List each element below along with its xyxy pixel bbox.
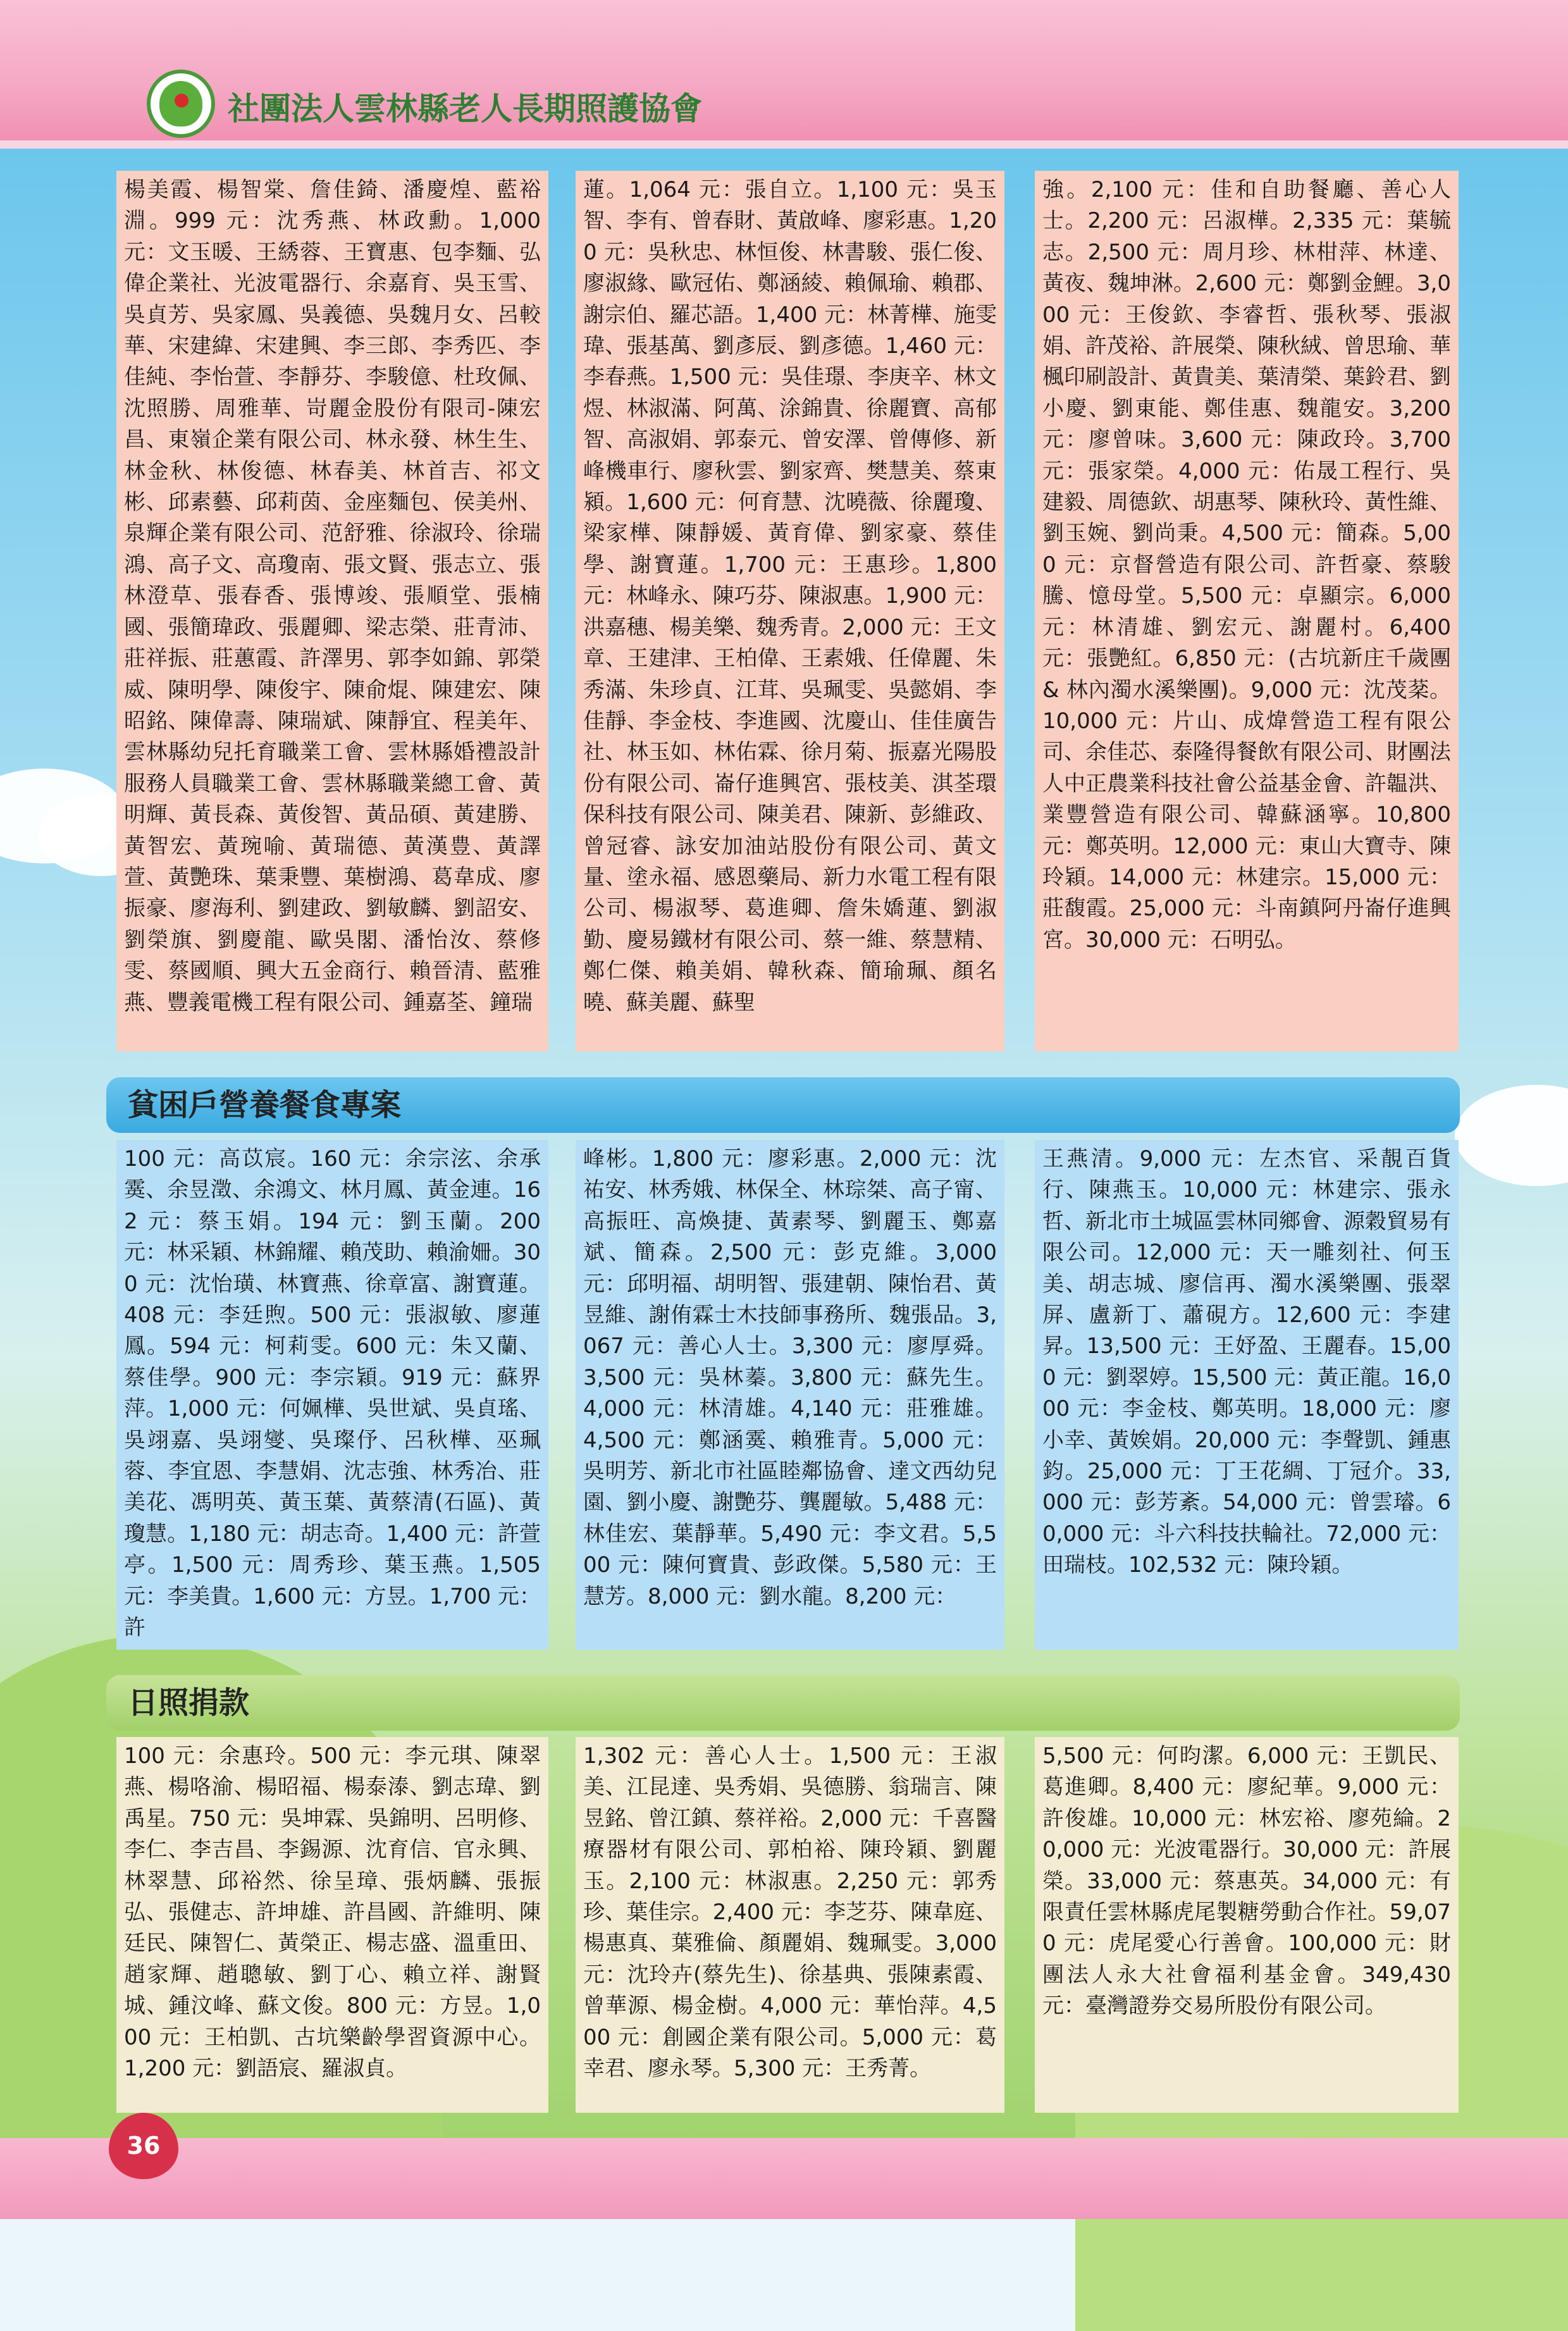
organization-logo-icon [147,70,215,138]
cloud-shape [1455,1085,1568,1186]
donation-column-1: 楊美霞、楊智棠、詹佳錡、潘慶煌、藍裕淵。999 元：沈秀燕、林政勳。1,000 元：文玉暖、王綉蓉、王寶惠、包李麵、弘偉企業社、光波電器行、余嘉育、吳玉雪、吳貞芳、吳家鳳、吳義德、吳魏月女、呂較華、宋建緯、宋建興、李三郎、李秀匹、李佳純、李怡萱、李靜芬、李駿億、杜玫佩、沈照勝、周雅華、岢麗金股份有限司-陳宏昌、東嶺企業有限公司、林永發、林生生、林金秋、林俊德、林春美、林首吉、祁文彬、邱素藝、邱莉茵、金座麵包、侯美州、泉輝企業有限公司、范舒雅、徐淑玲、徐瑞鴻、高子文、高瓊南、張文賢、張志立、張林澄草、張春香、張博竣、張順堂、張楠國、張簡瑋政、張麗卿、梁志榮、莊青沛、莊祥振、莊蕙霞、許澤男、郭李如錦、郭榮威、陳明學、陳俊宇、陳俞焜、陳建宏、陳昭銘、陳偉壽、陳瑞斌、陳靜宜、程美年、雲林縣幼兒托育職業工會、雲林縣婚禮設計服務人員職業工會、雲林縣職業總工會、黃明輝、黃長森、黃俊智、黃品碩、黃建勝、黃智宏、黃琬喻、黃瑞德、黃漢豊、黃譯萱、黃艷珠、葉秉豐、葉樹鴻、葛韋成、廖振豪、廖海利、劉建政、劉敏麟、劉詔安、劉榮旗、劉慶龍、歐吳閣、潘怡汝、蔡修雯、蔡國順、興大五金商行、賴晉清、藍雅燕、豐義電機工程有限公司、鍾嘉荃、鐘瑞 [116,171,548,1051]
logo-seal [175,94,188,108]
section-title-nutrition-meals: 貧困戶營養餐食專案 [106,1077,1460,1133]
donation-column-2: 蓮。1,064 元：張自立。1,100 元：吳玉智、李有、曾春財、黃啟峰、廖彩惠。1,200 元：吳秋忠、林恒俊、林書駿、張仁俊、廖淑緣、歐冠佑、鄭涵綾、賴佩瑜、賴郡、謝宗伯、羅芯語。1,400 元：林菁樺、施雯瑋、張基萬、劉彥辰、劉彥德。1,460 元：李春燕。1,500 元：吳佳璟、李庚辛、林文煜、林淑滿、阿萬、涂錦貴、徐麗寶、高郁智、高淑娟、郭泰元、曾安澤、曾傳修、新峰機車行、廖秋雲、劉家齊、樊慧美、蔡東潁。1,600 元：何育慧、沈曉薇、徐麗瓊、梁家樺、陳靜媛、黃育偉、劉家豪、蔡佳學、謝寶蓮。1,700 元：王惠珍。1,800 元：林峰永、陳巧芬、陳淑惠。1,900 元：洪嘉穗、楊美樂、魏秀青。2,000 元：王文章、王建津、王柏偉、王素娥、任偉麗、朱秀滿、朱珍貞、江茸、吳珮雯、吳懿娟、李佳靜、李金枝、李進國、沈慶山、佳佳廣告社、林玉如、林佑霖、徐月菊、振嘉光陽股份有限公司、崙仔進興宮、張枝美、淇荃環保科技有限公司、陳美君、陳新、彭維政、曾冠睿、詠安加油站股份有限公司、黃文量、塗永福、感恩藥局、新力水電工程有限公司、楊淑琴、葛進卿、詹朱嬌蓮、劉淑勤、慶易鐵材有限公司、蔡一維、蔡慧精、鄭仁傑、賴美娟、韓秋森、簡瑜珮、顏名曉、蘇美麗、蘇聖 [576,171,1004,1051]
page-header [0,0,1568,149]
daycare-column-3: 5,500 元：何昀潔。6,000 元：王凱民、葛進卿。8,400 元：廖紀華。9,000 元：許俊雄。10,000 元：林宏裕、廖苑綸。20,000 元：光波電器行。30,000 元：許展榮。33,000 元：蔡惠英。34,000 元：有限責任雲林縣虎尾製糖勞動合作社。59,070 元：虎尾愛心行善會。100,000 元：財團法人永大社會福利基金會。349,430 元：臺灣證券交易所股份有限公司。 [1035,1737,1459,2113]
header-stripe [0,140,1568,149]
nutrition-column-2: 峰彬。1,800 元：廖彩惠。2,000 元：沈祐安、林秀娥、林保全、林琮桀、高子甯、高振旺、高煥捷、黃素琴、劉麗玉、鄭嘉斌、簡森。2,500 元：彭克維。3,000 元：邱明福、胡明智、張建朝、陳怡君、黃昱維、謝侑霖士木技師事務所、魏張品。3,067 元：善心人士。3,300 元：廖厚舜。3,500 元：吳林蓁。3,800 元：蘇先生。4,000 元：林清雄。4,140 元：莊雅雄。4,500 元：鄭涵霙、賴雅青。5,000 元：吳明芳、新北市社區睦鄰協會、達文西幼兒園、劉小慶、謝艷芬、龔麗敏。5,488 元：林佳宏、葉靜華。5,490 元：李文君。5,500 元：陳何寶貴、彭政傑。5,580 元：王慧芳。8,000 元：劉水龍。8,200 元： [576,1140,1004,1650]
organization-name: 社團法人雲林縣老人長期照護協會 [228,90,702,127]
nutrition-column-3: 王燕清。9,000 元：左杰官、采靚百貨行、陳燕玉。10,000 元：林建宗、張永哲、新北市土城區雲林同鄉會、源穀貿易有限公司。12,000 元：天一雕刻社、何玉美、胡志城、廖信再、濁水溪樂團、張翠屏、盧新丁、蕭硯方。12,600 元：李建昇。13,500 元：王妤盈、王麗春。15,000 元：劉翠婷。15,500 元：黃正龍。16,000 元：李金枝、鄭英明。18,000 元：廖小幸、黃娭娟。20,000 元：李聲凱、鍾惠鈞。25,000 元：丁王花綢、丁冠介。33,000 元：彭芳紊。54,000 元：曾雲璿。60,000 元：斗六科技扶輪社。72,000 元：田瑞枝。102,532 元：陳玲穎。 [1035,1140,1459,1650]
daycare-column-1: 100 元：余惠玲。500 元：李元琪、陳翠燕、楊咯渝、楊昭福、楊泰溙、劉志瑋、劉禹星。750 元：吳坤霖、吳錦明、呂明修、李仁、李吉昌、李錫源、沈育信、官永興、林翠慧、邱裕然、徐呈璋、張炳麟、張振弘、張健志、許坤雄、許昌國、許維明、陳廷民、陳智仁、黃榮正、楊志盛、溫重田、趙家輝、趙聰敏、劉丁心、賴立祥、謝賢城、鍾汶峰、蘇文俊。800 元：方昱。1,000 元：王柏凱、古坑樂齡學習資源中心。1,200 元：劉語宸、羅淑貞。 [116,1737,548,2113]
daycare-column-2: 1,302 元：善心人士。1,500 元：王淑美、江昆達、吳秀娟、吳德勝、翁瑞言、陳昱銘、曾江鎮、蔡祥裕。2,000 元：千喜醫療器材有限公司、郭柏裕、陳玲穎、劉麗玉。2,100 元：林淑惠。2,250 元：郭秀珍、葉佳宗。2,400 元：李芝芬、陳韋庭、楊惠真、葉雅倫、顏麗娟、魏珮雯。3,000 元：沈玲卉(蔡先生)、徐基典、張陳素霞、曾華源、楊金樹。4,000 元：華怡萍。4,500 元：創國企業有限公司。5,000 元：葛幸君、廖永琴。5,300 元：王秀菁。 [576,1737,1004,2113]
donation-column-3: 強。2,100 元：佳和自助餐廳、善心人士。2,200 元：呂淑樺。2,335 元：葉毓志。2,500 元：周月珍、林柑萍、林達、黃夜、魏坤淋。2,600 元：鄭劉金鯉。3,000 元：王俊欽、李睿哲、張秋琴、張淑娟、許茂裕、許展榮、陳秋絨、曾思瑜、華楓印刷設計、黃貴美、葉清榮、葉鈴君、劉小慶、劉東能、鄭佳惠、魏龍安。3,200 元：廖曾味。3,600 元：陳政玲。3,700 元：張家榮。4,000 元：佑晟工程行、吳建毅、周德欽、胡惠琴、陳秋玲、黃性維、劉玉婉、劉尚秉。4,500 元：簡森。5,000 元：京督營造有限公司、許哲豪、蔡駿騰、憶母堂。5,500 元：卓顯宗。6,000 元：林清雄、劉宏元、謝麗村。6,400 元：張艷紅。6,850 元：(古坑新庄千歲團 & 林內濁水溪樂團)。9,000 元：沈茂棻。10,000 元：片山、成煒營造工程有限公司、余佳芯、泰隆得餐飲有限公司、財團法人中正農業科技社會公益基金會、許韞洪、業豐營造有限公司、韓蘇涵寧。10,800 元：鄭英明。12,000 元：東山大寶寺、陳玲穎。14,000 元：林建宗。15,000 元：莊馥霞。25,000 元：斗南鎮阿丹崙仔進興宮。30,000 元：石明弘。 [1035,171,1459,1051]
nutrition-column-1: 100 元：高苡宸。160 元：余宗泫、余承霙、余昱澂、余鴻文、林月鳳、黃金連。162 元：蔡玉娟。194 元：劉玉蘭。200 元：林采穎、林錦耀、賴茂助、賴渝姍。300 元：沈怡璜、林寶燕、徐章富、謝寶蓮。408 元：李廷煦。500 元：張淑敏、廖蓮鳳。594 元：柯莉雯。600 元：朱又蘭、蔡佳學。900 元：李宗穎。919 元：蘇界萍。1,000 元：何姵樺、吳世斌、吳貞瑤、吳翊嘉、吳翊燮、吳璨伃、呂秋樺、巫珮蓉、李宜恩、李慧娟、沈志強、林秀冶、莊美花、馮明英、黃玉葉、黃蔡清(石區)、黃瓊慧。1,180 元：胡志奇。1,400 元：許萱亭。1,500 元：周秀珍、葉玉燕。1,505 元：李美貴。1,600 元：方昱。1,700 元：許 [116,1140,548,1650]
section-title-day-care-donations: 日照捐款 [106,1675,1460,1731]
page-number-heart: 36 [109,2113,178,2179]
page-footer [0,2138,1568,2219]
logo-emblem [159,81,202,127]
